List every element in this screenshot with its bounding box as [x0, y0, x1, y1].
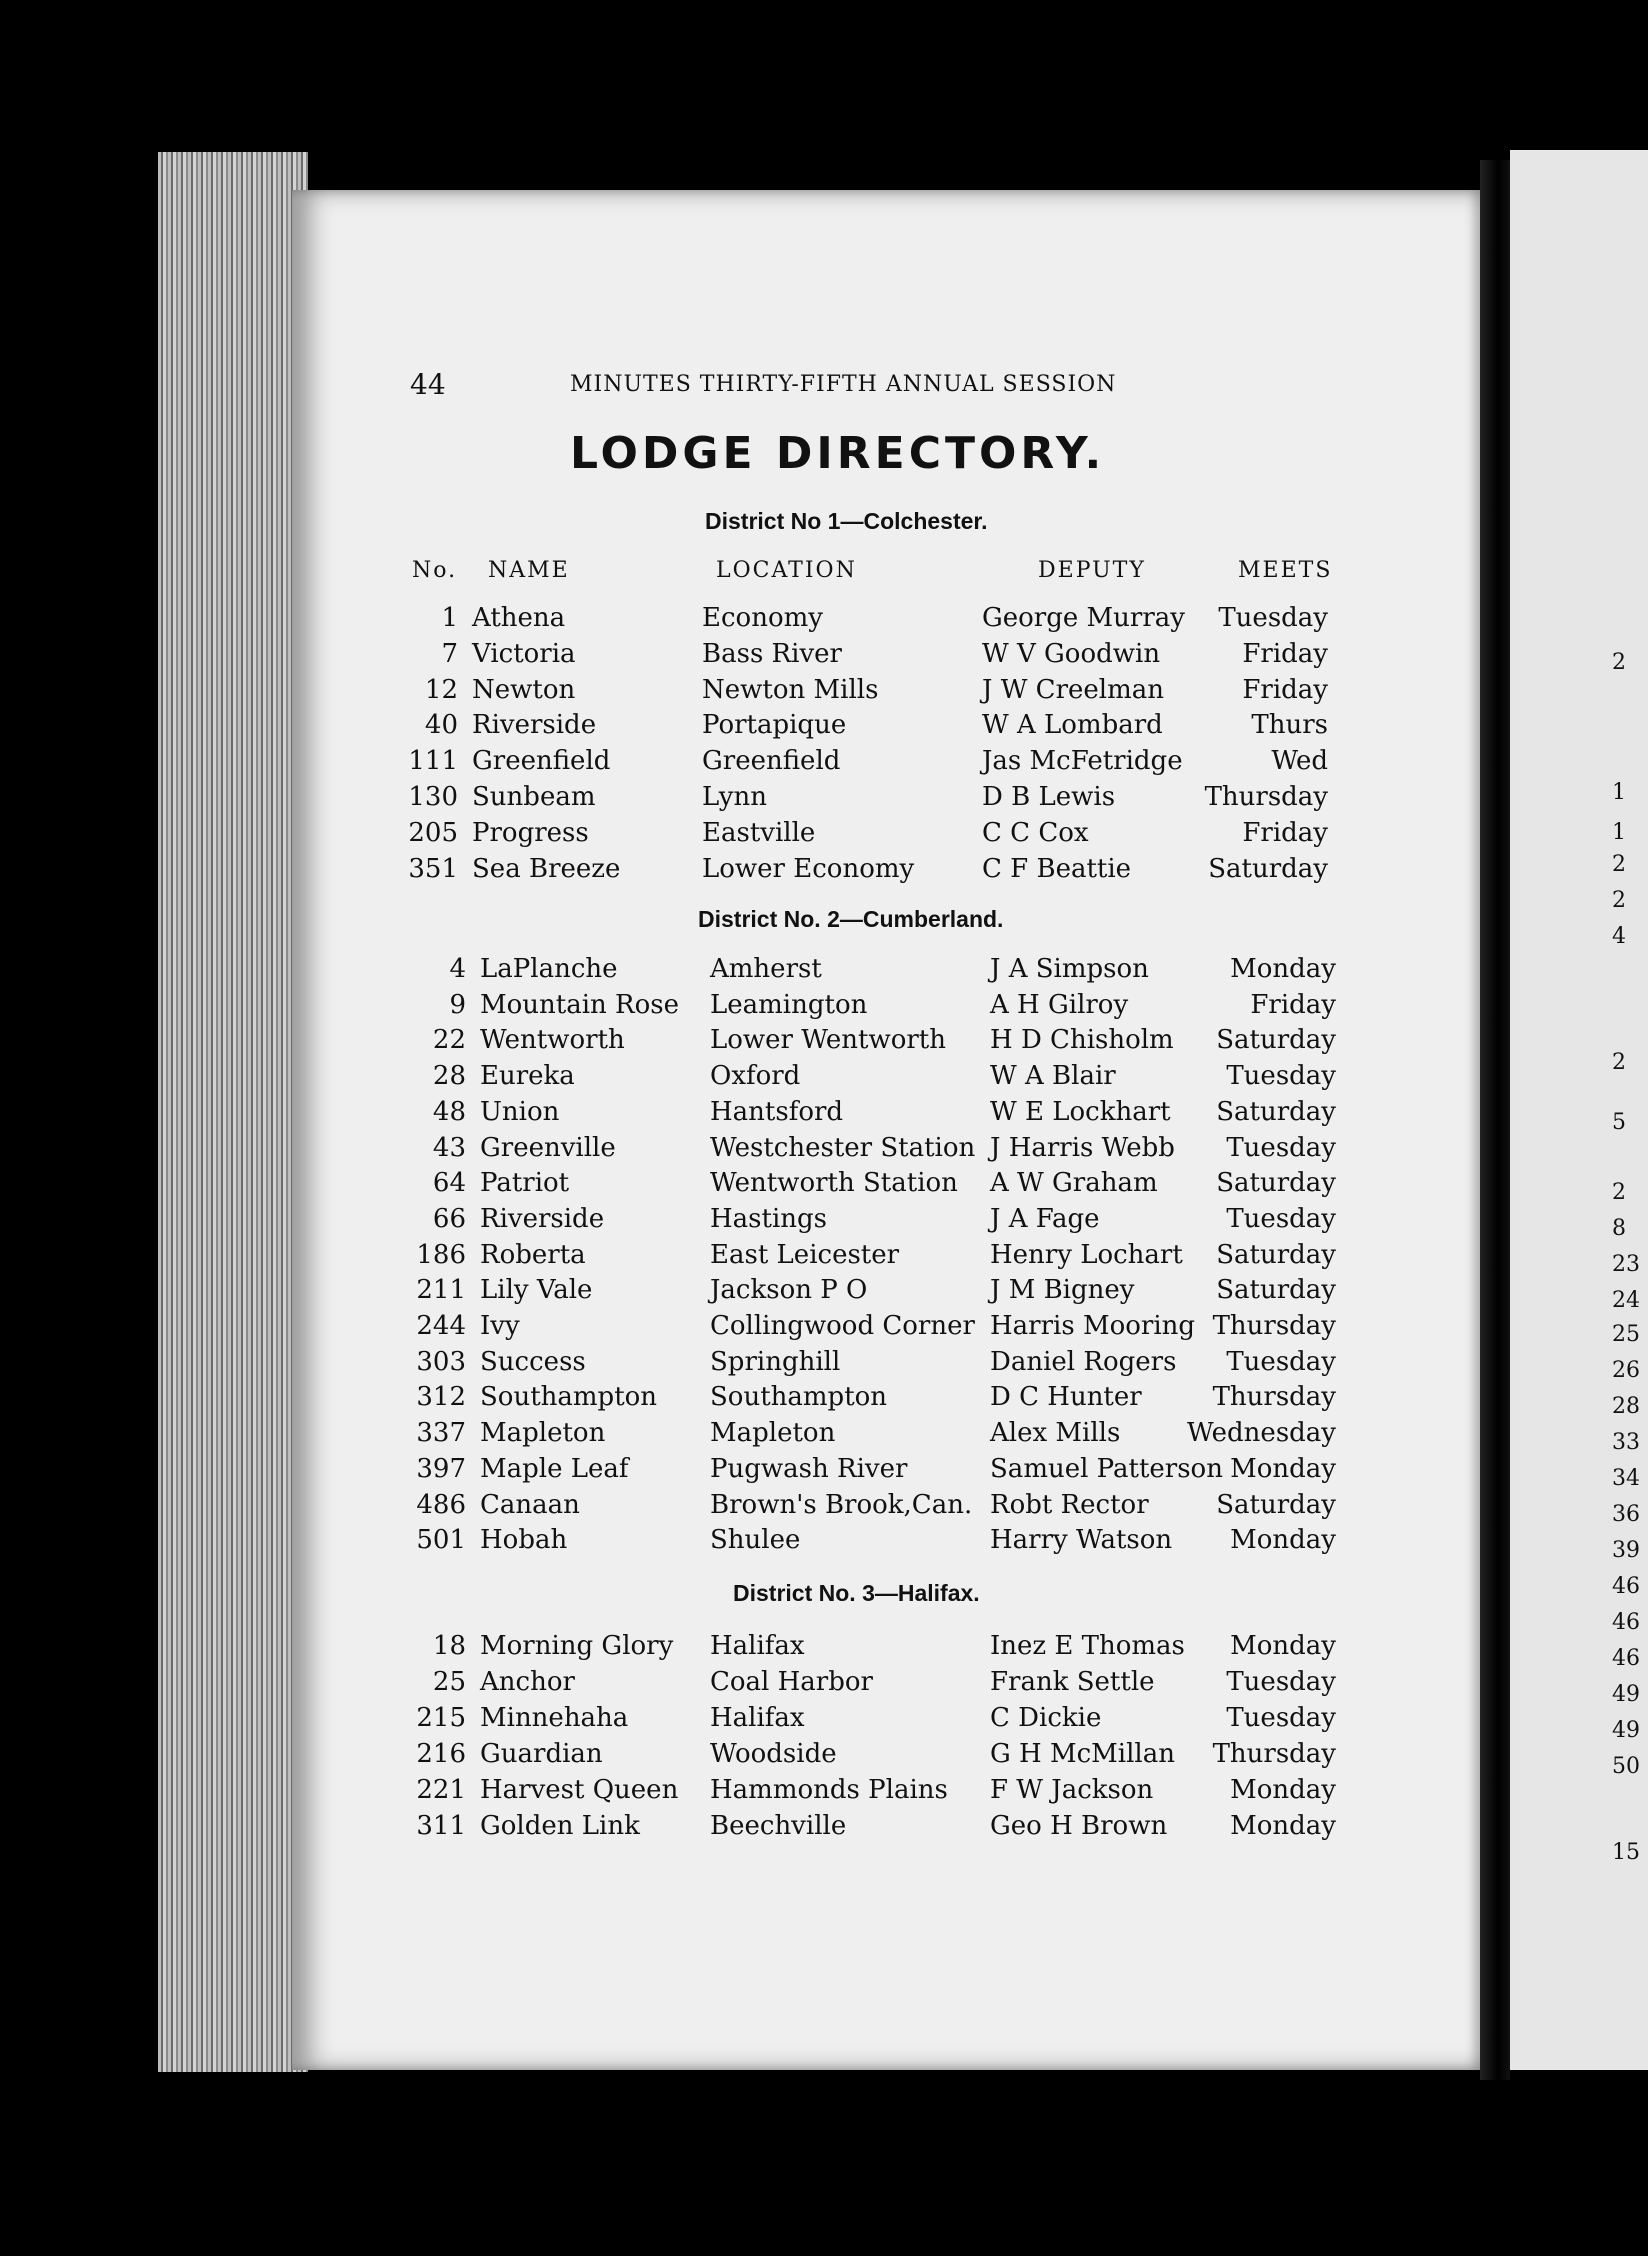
lodge-meets: Monday [1230, 1811, 1336, 1841]
lodge-row [0, 1739, 1400, 1773]
lodge-location: Hammonds Plains [710, 1775, 948, 1805]
running-head: MINUTES THIRTY-FIFTH ANNUAL SESSION [570, 372, 1117, 397]
page-number: 44 [410, 368, 446, 401]
lodge-location: Hastings [710, 1204, 828, 1234]
lodge-row [0, 710, 1400, 744]
lodge-number: 311 [416, 1811, 466, 1841]
lodge-name: Athena [472, 603, 566, 633]
lodge-row [0, 1133, 1400, 1167]
lodge-deputy: Harris Mooring [990, 1311, 1196, 1341]
lodge-number: 25 [432, 1667, 466, 1697]
lodge-deputy: D C Hunter [990, 1382, 1142, 1412]
lodge-number: 303 [416, 1347, 466, 1377]
lodge-number: 397 [416, 1454, 466, 1484]
lodge-deputy: Daniel Rogers [990, 1347, 1177, 1377]
lodge-location: Beechville [710, 1811, 847, 1841]
facing-page [1510, 150, 1648, 2070]
lodge-name: Roberta [480, 1240, 586, 1270]
facing-page-fragment: 34 [1612, 1466, 1640, 1491]
lodge-location: East Leicester [710, 1240, 900, 1270]
lodge-name: Success [480, 1347, 586, 1377]
lodge-number: 28 [432, 1061, 466, 1091]
lodge-number: 216 [416, 1739, 466, 1769]
facing-page-fragment: 39 [1612, 1538, 1640, 1563]
lodge-deputy: W A Lombard [982, 710, 1163, 740]
lodge-meets: Saturday [1216, 1490, 1336, 1520]
district-heading: District No. 3—Halifax. [733, 1580, 980, 1606]
lodge-number: 111 [408, 746, 458, 776]
lodge-deputy: W A Blair [990, 1061, 1116, 1091]
lodge-number: 501 [416, 1525, 466, 1555]
lodge-deputy: W V Goodwin [982, 639, 1161, 669]
lodge-row [0, 1667, 1400, 1701]
lodge-row [0, 675, 1400, 709]
lodge-deputy: C Dickie [990, 1703, 1102, 1733]
facing-page-fragment: 46 [1612, 1610, 1640, 1635]
lodge-name: Progress [472, 818, 589, 848]
lodge-number: 486 [416, 1490, 466, 1520]
lodge-meets: Saturday [1216, 1097, 1336, 1127]
lodge-location: Lynn [702, 782, 767, 812]
lodge-location: Southampton [710, 1382, 888, 1412]
lodge-deputy: D B Lewis [982, 782, 1116, 812]
lodge-location: Newton Mills [702, 675, 879, 705]
lodge-location: Hantsford [710, 1097, 844, 1127]
lodge-deputy: Jas McFetridge [982, 746, 1183, 776]
lodge-name: Mapleton [480, 1418, 606, 1448]
lodge-number: 215 [416, 1703, 466, 1733]
lodge-location: Coal Harbor [710, 1667, 873, 1697]
lodge-number: 43 [432, 1133, 466, 1163]
lodge-location: Brown's Brook,Can. [710, 1490, 973, 1520]
lodge-location: Portapique [702, 710, 847, 740]
lodge-name: Minnehaha [480, 1703, 629, 1733]
lodge-deputy: F W Jackson [990, 1775, 1154, 1805]
lodge-meets: Friday [1242, 639, 1328, 669]
lodge-name: Newton [472, 675, 576, 705]
lodge-row [0, 1418, 1400, 1452]
lodge-deputy: Henry Lochart [990, 1240, 1183, 1270]
lodge-row [0, 1168, 1400, 1202]
facing-page-fragment: 1 [1612, 820, 1626, 845]
lodge-name: Morning Glory [480, 1631, 674, 1661]
lodge-deputy: J A Fage [990, 1204, 1100, 1234]
lodge-meets: Tuesday [1218, 603, 1328, 633]
lodge-name: Mountain Rose [480, 990, 679, 1020]
lodge-meets: Monday [1230, 1525, 1336, 1555]
lodge-meets: Wednesday [1187, 1418, 1336, 1448]
column-header-no: No. [412, 558, 458, 583]
lodge-deputy: Inez E Thomas [990, 1631, 1185, 1661]
facing-page-fragment: 50 [1612, 1754, 1640, 1779]
facing-page-fragment: 25 [1612, 1322, 1640, 1347]
lodge-meets: Thursday [1212, 1311, 1336, 1341]
lodge-meets: Monday [1230, 1775, 1336, 1805]
lodge-name: Guardian [480, 1739, 603, 1769]
facing-page-fragment: 26 [1612, 1358, 1640, 1383]
facing-page-fragment: 2 [1612, 650, 1626, 675]
lodge-deputy: Geo H Brown [990, 1811, 1168, 1841]
facing-page-fragment: 23 [1612, 1252, 1640, 1277]
lodge-name: Union [480, 1097, 560, 1127]
lodge-row [0, 1275, 1400, 1309]
book-gutter [1480, 160, 1510, 2080]
column-header-location: LOCATION [716, 558, 857, 583]
lodge-meets: Monday [1230, 1454, 1336, 1484]
lodge-deputy: J A Simpson [990, 954, 1149, 984]
lodge-location: Lower Wentworth [710, 1025, 946, 1055]
lodge-location: Amherst [710, 954, 822, 984]
lodge-row [0, 818, 1400, 852]
lodge-meets: Tuesday [1226, 1061, 1336, 1091]
lodge-deputy: Frank Settle [990, 1667, 1155, 1697]
lodge-number: 351 [408, 854, 458, 884]
lodge-location: Economy [702, 603, 823, 633]
lodge-deputy: Samuel Patterson [990, 1454, 1223, 1484]
lodge-meets: Tuesday [1226, 1347, 1336, 1377]
lodge-name: Southampton [480, 1382, 658, 1412]
lodge-row [0, 1525, 1400, 1559]
lodge-row [0, 603, 1400, 637]
lodge-row [0, 1490, 1400, 1524]
lodge-row [0, 1061, 1400, 1095]
facing-page-fragment: 4 [1612, 924, 1626, 949]
lodge-meets: Tuesday [1226, 1667, 1336, 1697]
lodge-deputy: Robt Rector [990, 1490, 1149, 1520]
lodge-name: Sea Breeze [472, 854, 621, 884]
lodge-location: Halifax [710, 1631, 805, 1661]
lodge-location: Leamington [710, 990, 868, 1020]
lodge-number: 312 [416, 1382, 466, 1412]
lodge-location: Wentworth Station [710, 1168, 958, 1198]
lodge-name: Riverside [480, 1204, 605, 1234]
lodge-number: 22 [432, 1025, 466, 1055]
lodge-deputy: George Murray [982, 603, 1185, 633]
lodge-meets: Monday [1230, 954, 1336, 984]
lodge-number: 18 [432, 1631, 466, 1661]
lodge-location: Oxford [710, 1061, 801, 1091]
lodge-number: 244 [416, 1311, 466, 1341]
lodge-meets: Thursday [1204, 782, 1328, 812]
lodge-row [0, 1097, 1400, 1131]
lodge-meets: Friday [1250, 990, 1336, 1020]
lodge-row [0, 1240, 1400, 1274]
lodge-row [0, 746, 1400, 780]
lodge-meets: Saturday [1216, 1168, 1336, 1198]
lodge-name: Canaan [480, 1490, 580, 1520]
lodge-number: 4 [449, 954, 466, 984]
lodge-deputy: J W Creelman [982, 675, 1164, 705]
lodge-number: 1 [441, 603, 458, 633]
lodge-row [0, 1311, 1400, 1345]
lodge-name: Maple Leaf [480, 1454, 629, 1484]
lodge-location: Westchester Station [710, 1133, 976, 1163]
lodge-number: 211 [416, 1275, 466, 1305]
lodge-number: 12 [424, 675, 458, 705]
lodge-name: Harvest Queen [480, 1775, 679, 1805]
lodge-number: 221 [416, 1775, 466, 1805]
lodge-number: 9 [449, 990, 466, 1020]
lodge-deputy: Harry Watson [990, 1525, 1173, 1555]
lodge-meets: Saturday [1216, 1240, 1336, 1270]
lodge-name: Riverside [472, 710, 597, 740]
lodge-row [0, 639, 1400, 673]
lodge-deputy: J Harris Webb [990, 1133, 1175, 1163]
lodge-location: Woodside [710, 1739, 837, 1769]
facing-page-fragment: 28 [1612, 1394, 1640, 1419]
lodge-name: LaPlanche [480, 954, 618, 984]
lodge-meets: Saturday [1216, 1025, 1336, 1055]
lodge-row [0, 1703, 1400, 1737]
lodge-location: Eastville [702, 818, 816, 848]
lodge-row [0, 854, 1400, 888]
lodge-deputy: G H McMillan [990, 1739, 1175, 1769]
lodge-deputy: A H Gilroy [990, 990, 1129, 1020]
facing-page-fragment: 49 [1612, 1682, 1640, 1707]
lodge-number: 48 [432, 1097, 466, 1127]
lodge-row [0, 1631, 1400, 1665]
facing-page-fragment: 33 [1612, 1430, 1640, 1455]
lodge-meets: Friday [1242, 818, 1328, 848]
lodge-location: Shulee [710, 1525, 801, 1555]
district-heading: District No 1—Colchester. [705, 508, 988, 534]
lodge-number: 64 [432, 1168, 466, 1198]
facing-page-fragment: 5 [1612, 1110, 1626, 1135]
facing-page-fragment: 46 [1612, 1574, 1640, 1599]
facing-page-fragment: 36 [1612, 1502, 1640, 1527]
lodge-meets: Friday [1242, 675, 1328, 705]
lodge-meets: Monday [1230, 1631, 1336, 1661]
lodge-meets: Thursday [1212, 1739, 1336, 1769]
lodge-number: 40 [424, 710, 458, 740]
facing-page-fragment: 15 [1612, 1840, 1640, 1865]
facing-page-fragment: 24 [1612, 1288, 1640, 1313]
lodge-name: Eureka [480, 1061, 575, 1091]
facing-page-fragment: 49 [1612, 1718, 1640, 1743]
lodge-name: Greenfield [472, 746, 611, 776]
lodge-deputy: H D Chisholm [990, 1025, 1174, 1055]
lodge-row [0, 954, 1400, 988]
lodge-location: Lower Economy [702, 854, 915, 884]
lodge-location: Mapleton [710, 1418, 836, 1448]
lodge-deputy: J M Bigney [990, 1275, 1135, 1305]
lodge-location: Springhill [710, 1347, 841, 1377]
lodge-deputy: Alex Mills [990, 1418, 1121, 1448]
lodge-name: Patriot [480, 1168, 570, 1198]
lodge-location: Jackson P O [710, 1275, 868, 1305]
facing-page-fragment: 2 [1612, 1050, 1626, 1075]
lodge-location: Bass River [702, 639, 842, 669]
lodge-meets: Thursday [1212, 1382, 1336, 1412]
facing-page-fragment: 8 [1612, 1216, 1626, 1241]
lodge-row [0, 1775, 1400, 1809]
lodge-name: Sunbeam [472, 782, 596, 812]
column-header-name: NAME [488, 558, 570, 583]
lodge-row [0, 1025, 1400, 1059]
lodge-row [0, 1454, 1400, 1488]
district-heading: District No. 2—Cumberland. [698, 906, 1004, 932]
lodge-meets: Tuesday [1226, 1204, 1336, 1234]
lodge-location: Pugwash River [710, 1454, 908, 1484]
lodge-number: 186 [416, 1240, 466, 1270]
lodge-name: Victoria [472, 639, 576, 669]
lodge-number: 337 [416, 1418, 466, 1448]
lodge-meets: Tuesday [1226, 1703, 1336, 1733]
lodge-row [0, 1382, 1400, 1416]
lodge-row [0, 1347, 1400, 1381]
lodge-location: Greenfield [702, 746, 841, 776]
facing-page-fragment: 46 [1612, 1646, 1640, 1671]
lodge-name: Greenville [480, 1133, 616, 1163]
lodge-row [0, 782, 1400, 816]
lodge-name: Ivy [480, 1311, 520, 1341]
lodge-row [0, 1204, 1400, 1238]
directory-title: LODGE DIRECTORY. [570, 428, 1106, 479]
lodge-name: Hobah [480, 1525, 568, 1555]
lodge-location: Collingwood Corner [710, 1311, 975, 1341]
facing-page-fragment: 2 [1612, 1180, 1626, 1205]
lodge-deputy: A W Graham [990, 1168, 1158, 1198]
lodge-deputy: C F Beattie [982, 854, 1132, 884]
facing-page-fragment: 1 [1612, 780, 1626, 805]
lodge-name: Wentworth [480, 1025, 625, 1055]
lodge-meets: Tuesday [1226, 1133, 1336, 1163]
lodge-meets: Saturday [1216, 1275, 1336, 1305]
lodge-row [0, 1811, 1400, 1845]
column-header-deputy: DEPUTY [1038, 558, 1146, 583]
lodge-name: Golden Link [480, 1811, 640, 1841]
facing-page-fragment: 2 [1612, 852, 1626, 877]
lodge-meets: Thurs [1251, 710, 1328, 740]
lodge-meets: Saturday [1208, 854, 1328, 884]
lodge-number: 7 [441, 639, 458, 669]
facing-page-fragment: 2 [1612, 888, 1626, 913]
lodge-number: 205 [408, 818, 458, 848]
lodge-name: Anchor [480, 1667, 575, 1697]
lodge-deputy: W E Lockhart [990, 1097, 1171, 1127]
lodge-location: Halifax [710, 1703, 805, 1733]
lodge-number: 130 [408, 782, 458, 812]
lodge-row [0, 990, 1400, 1024]
column-header-meets: MEETS [1238, 558, 1333, 583]
lodge-name: Lily Vale [480, 1275, 593, 1305]
lodge-deputy: C C Cox [982, 818, 1089, 848]
page-header [410, 368, 1310, 408]
lodge-number: 66 [432, 1204, 466, 1234]
lodge-meets: Wed [1271, 746, 1328, 776]
